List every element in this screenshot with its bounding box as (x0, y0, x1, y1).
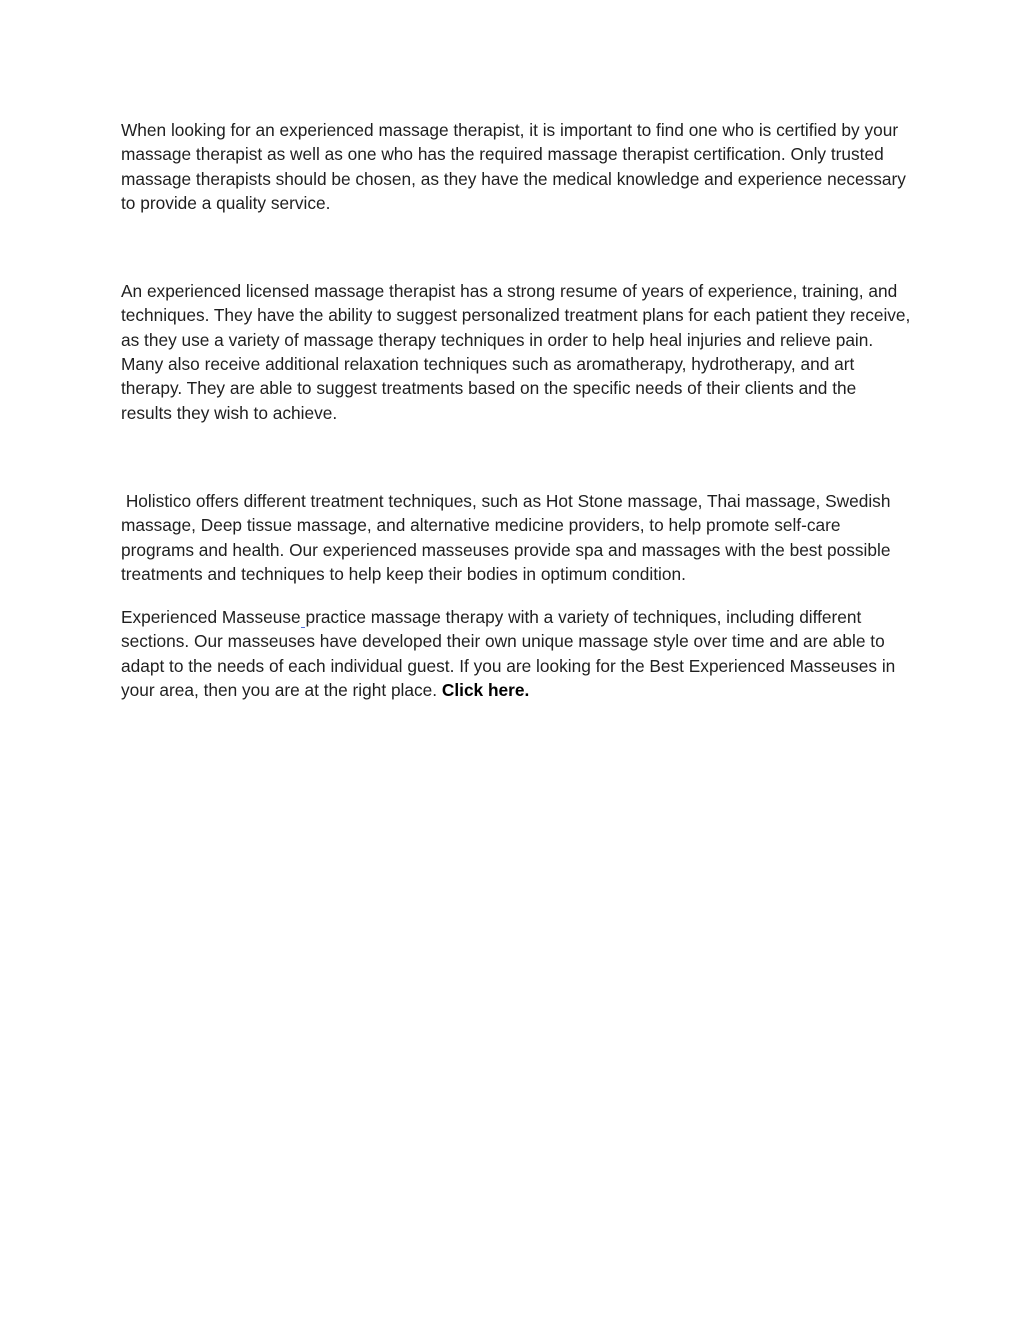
paragraph-experienced-masseuse (121, 605, 911, 702)
paragraph-spacer (121, 215, 911, 279)
masseuse-lead-text: Experienced Masseuse (121, 607, 301, 628)
paragraph-licensed-therapist: An experienced licensed massage therapist has a strong resume of years of experience, training, and techniques. They have the ability to suggest personalized treatment plans for each patient they receive, as they use a variety of massage therapy techniques in order to help heal injuries and relieve pain. Many also receive additional relaxation techniques such as aromatherapy, hydrotherapy, and art therapy. They are able to suggest treatments based on the specific needs of their clients and the results they wish to achieve. (121, 281, 911, 423)
paragraph-holistico: Holistico offers different treatment techniques, such as Hot Stone massage, Thai massage, Swedish massage, Deep tissue massage, and alternative medicine providers, to help promote self-care programs and health. Our experienced masseuses provide spa and massages with the best possible treatments and techniques to help keep their bodies in optimum condition. (121, 490, 896, 584)
paragraph-spacer (121, 425, 911, 489)
click-here-link[interactable]: Click here. (441, 680, 530, 701)
paragraph-certification: When looking for an experienced massage therapist, it is important to find one who is certified by your massage therapist as well as one who has the required massage therapist certification. Only trusted massage therapists should be chosen, as they have the medical knowledge and experience necessary to provide a quality service. (121, 120, 906, 213)
masseuse-body-text: practice massage therapy with a variety of techniques, including different sections. Our masseuses have developed their own unique massage style over time and are able to adapt to the needs of each individual guest. If you are looking for the Best Experienced Masseuses in your area, then you are at the right place. (121, 607, 896, 701)
document-body (121, 118, 911, 702)
paragraph-spacer (121, 586, 911, 605)
